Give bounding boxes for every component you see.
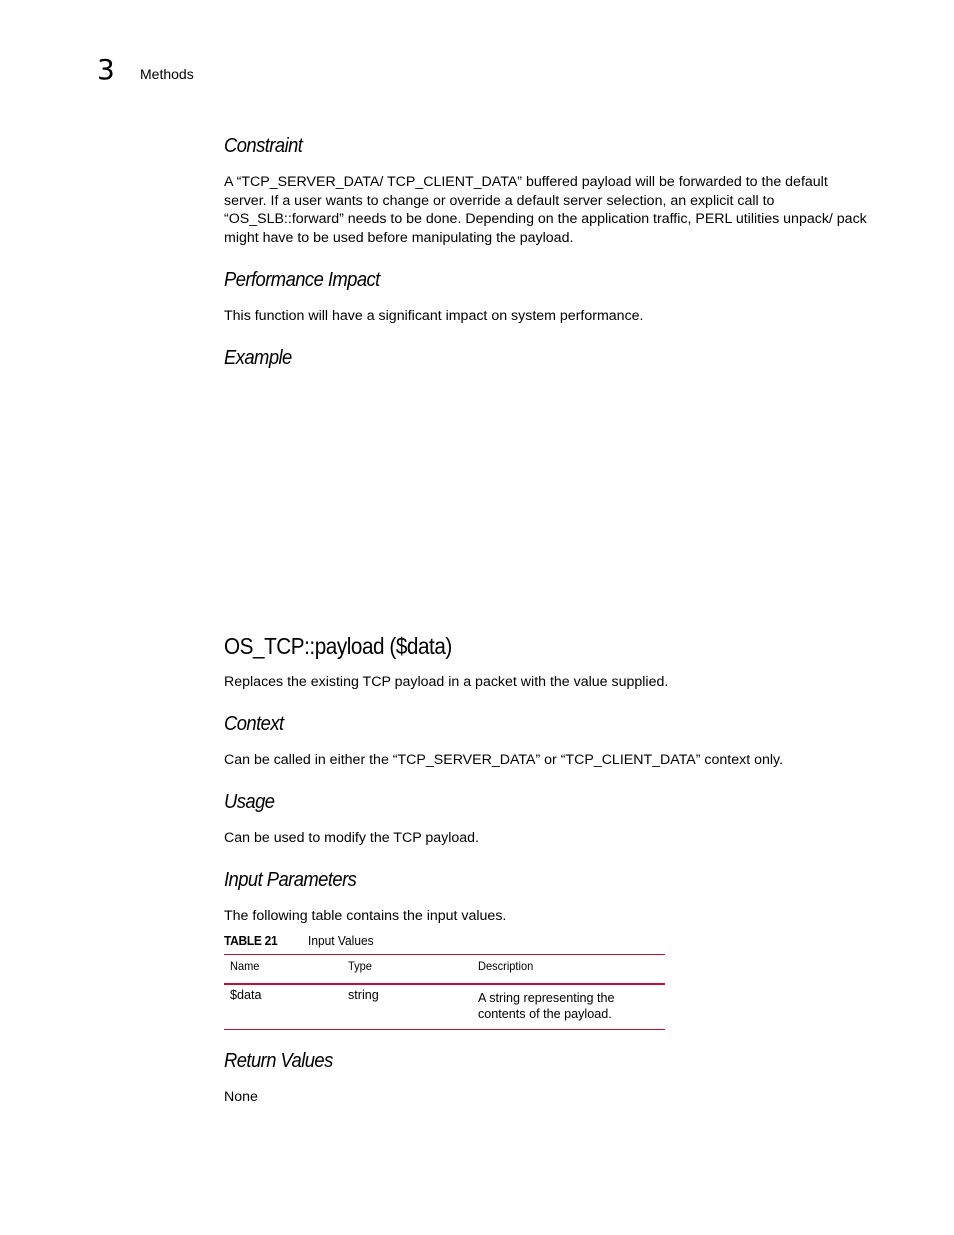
context-heading: Context (224, 713, 284, 735)
example-heading: Example (224, 347, 292, 369)
function-description: Replaces the existing TCP payload in a packet with the value supplied. (224, 674, 669, 690)
constraint-text: A “TCP_SERVER_DATA/ TCP_CLIENT_DATA” buffered payload will be forwarded to the default server. If a user wants to change or override a default server selection, an explicit call to “OS_SLB::forward” needs to be done. Depending on the application traffic, PERL utilities unpack/ pack might have to be used before manipulating the payload. (224, 174, 867, 246)
cell-description: A string representing the contents of the payload. (478, 991, 615, 1021)
usage-heading: Usage (224, 791, 275, 813)
performance-text: This function will have a significant impact on system performance. (224, 308, 644, 324)
input-parameters-heading: Input Parameters (224, 869, 357, 891)
column-header-description: Description (478, 959, 534, 973)
return-values-text: None (224, 1089, 258, 1105)
performance-heading: Performance Impact (224, 269, 380, 291)
cell-type: string (348, 988, 379, 1002)
context-text: Can be called in either the “TCP_SERVER_DATA” or “TCP_CLIENT_DATA” context only. (224, 752, 784, 768)
column-header-name: Name (230, 959, 260, 973)
table-header-rule (224, 983, 665, 985)
function-title: OS_TCP::payload ($data) (224, 633, 452, 659)
input-parameters-text: The following table contains the input values. (224, 908, 507, 924)
constraint-heading: Constraint (224, 135, 303, 157)
table-label: TABLE 21 (224, 933, 278, 948)
chapter-name: Methods (140, 66, 194, 82)
return-values-heading: Return Values (224, 1050, 333, 1072)
table-title: Input Values (308, 933, 374, 948)
table-bottom-rule (224, 1029, 665, 1030)
column-header-type: Type (348, 959, 372, 973)
chapter-number: 3 (97, 53, 115, 86)
usage-text: Can be used to modify the TCP payload. (224, 830, 480, 846)
cell-name: $data (230, 988, 262, 1002)
table-top-rule (224, 954, 665, 955)
table-caption (224, 932, 374, 950)
